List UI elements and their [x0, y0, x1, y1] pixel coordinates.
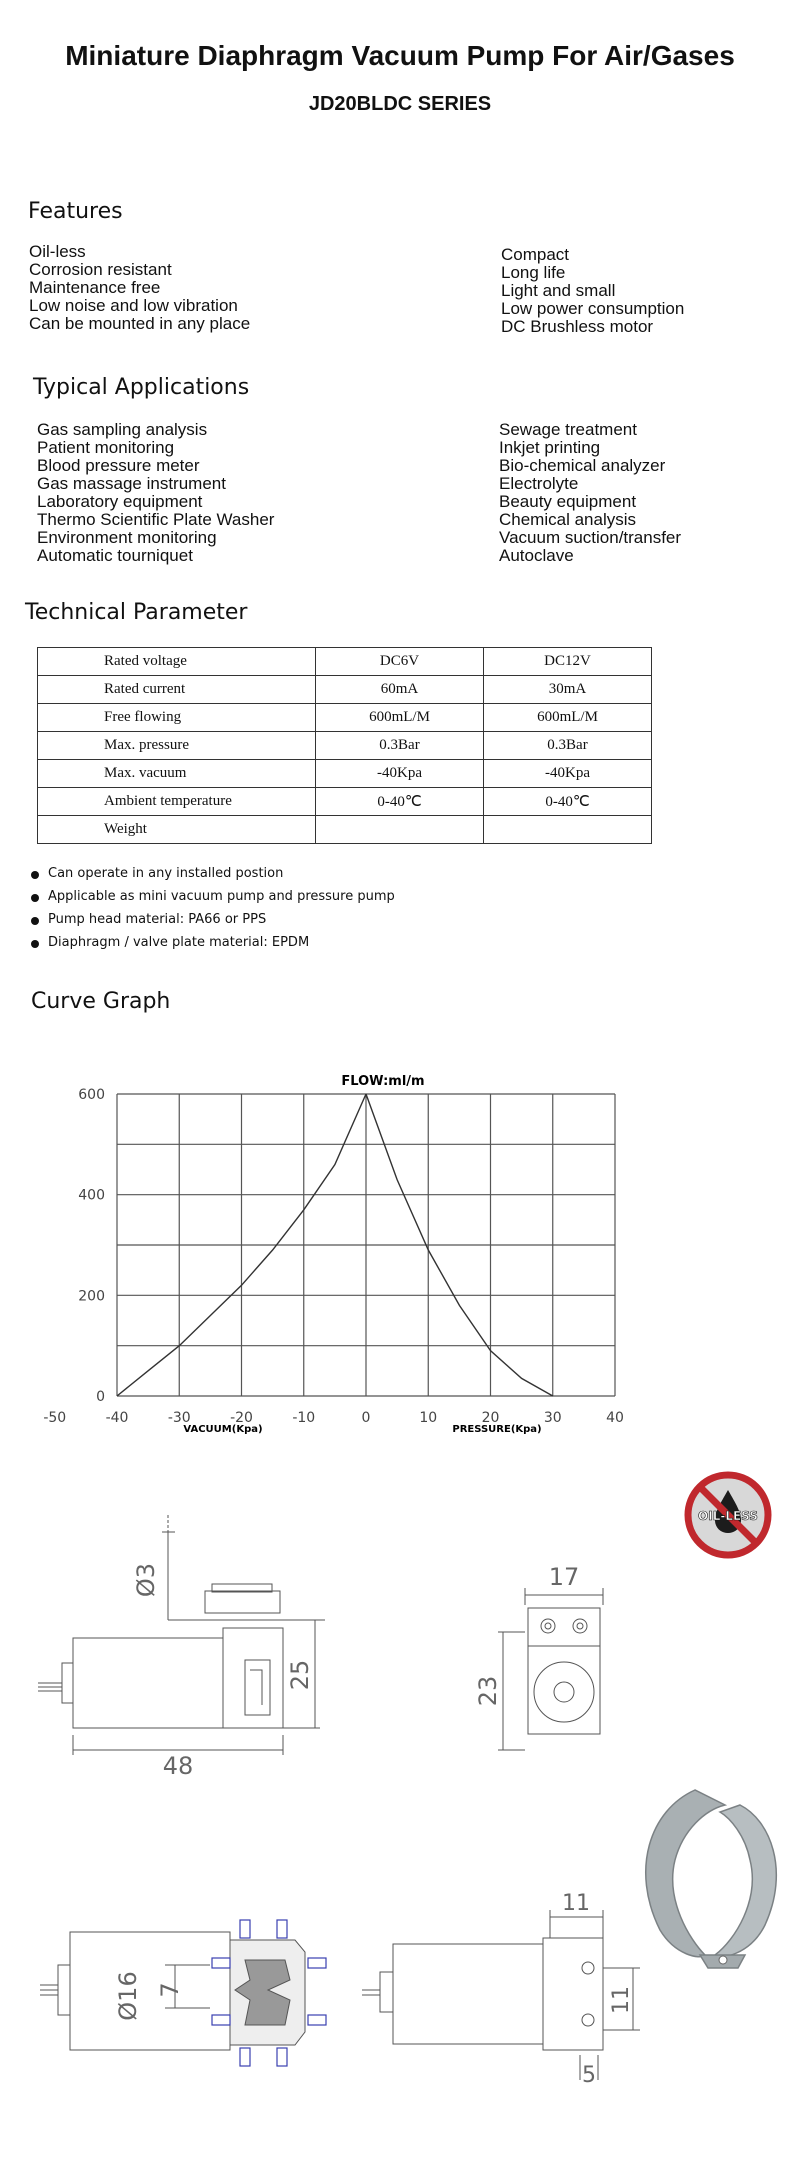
table-row [38, 676, 652, 704]
list-item: Low noise and low vibration [29, 296, 238, 315]
param-label: Free flowing [38, 704, 316, 732]
table-row [38, 732, 652, 760]
list-item: Environment monitoring [37, 528, 217, 547]
param-value-dc12v: 600mL/M [484, 704, 652, 732]
dim-17: 17 [548, 1563, 580, 1591]
list-item: Autoclave [499, 546, 574, 565]
page-subtitle: JD20BLDC SERIES [308, 93, 492, 115]
x-tick-label: -30 [167, 1410, 191, 1426]
x-tick-label: -50 [43, 1410, 67, 1426]
dim-11-top: 11 [562, 1891, 590, 1916]
x-axis-label-pressure: PRESSURE(Kpa) [452, 1424, 542, 1435]
table-row [38, 648, 652, 676]
x-tick-label: 40 [606, 1410, 624, 1426]
param-value-dc6v: 600mL/M [316, 704, 484, 732]
list-item: Oil-less [29, 242, 86, 261]
param-label: Max. pressure [38, 732, 316, 760]
param-value-dc6v: 60mA [316, 676, 484, 704]
list-item: Gas massage instrument [37, 474, 226, 493]
bullet-icon [31, 917, 39, 925]
param-value-dc12v: 0.3Bar [484, 732, 652, 760]
technical-drawings [0, 1460, 800, 2174]
x-axis-label-vacuum: VACUUM(Kpa) [183, 1424, 263, 1435]
param-value-dc6v: -40Kpa [316, 760, 484, 788]
list-item: Gas sampling analysis [37, 420, 208, 439]
list-item: Sewage treatment [499, 420, 637, 439]
bullet-icon [31, 940, 39, 948]
param-value-dc12v: 0-40℃ [484, 788, 652, 816]
applications-right-list [499, 421, 681, 565]
x-tick-label: 30 [543, 1410, 562, 1426]
side-view-drawing [38, 1515, 325, 1755]
list-item: Inkjet printing [499, 438, 601, 457]
applications-left-list [37, 421, 274, 565]
param-label: Weight [38, 816, 316, 844]
oil-less-badge-text: OIL-LESS [698, 1509, 758, 1523]
y-tick-label: 200 [78, 1288, 105, 1305]
list-item: Vacuum suction/transfer [499, 528, 682, 547]
y-tick-label: 400 [78, 1187, 105, 1204]
dim-25: 25 [286, 1659, 314, 1691]
list-item: Chemical analysis [499, 510, 636, 529]
x-tick-label: 10 [419, 1410, 438, 1426]
param-value-dc12v [484, 816, 652, 844]
list-item: Can be mounted in any place [29, 314, 251, 333]
x-tick-label: -40 [105, 1410, 129, 1426]
table-row [38, 816, 652, 844]
dim-5: 5 [582, 2063, 596, 2088]
technical-heading: Technical Parameter [25, 600, 248, 625]
param-label: Rated voltage [38, 648, 316, 676]
bullet-icon [31, 871, 39, 879]
parameter-table [37, 647, 652, 844]
dim-11-side: 11 [609, 1986, 634, 2014]
param-value-dc12v: DC12V [484, 648, 652, 676]
curve-heading: Curve Graph [31, 989, 171, 1014]
x-tick-label: 0 [361, 1410, 371, 1426]
dim-48: 48 [162, 1752, 194, 1780]
list-item: Light and small [501, 281, 616, 300]
clamp-bracket-image [646, 1790, 777, 1968]
param-value-dc12v: 30mA [484, 676, 652, 704]
y-tick-label: 600 [78, 1087, 105, 1103]
list-item: Long life [501, 263, 566, 282]
oil-less-badge-icon [688, 1475, 768, 1555]
table-row [38, 788, 652, 816]
bullet-icon [31, 894, 39, 902]
list-item: Bio-chemical analyzer [499, 456, 666, 475]
chart-grid [117, 1094, 615, 1396]
param-label: Max. vacuum [38, 760, 316, 788]
x-tick-label: -10 [292, 1410, 316, 1426]
param-label: Ambient temperature [38, 788, 316, 816]
page-title: Miniature Diaphragm Vacuum Pump For Air/Gases [65, 40, 735, 71]
dim-diameter-3: Ø3 [132, 1562, 160, 1598]
table-row [38, 704, 652, 732]
param-value-dc6v [316, 816, 484, 844]
list-item: Compact [501, 245, 570, 264]
param-value-dc12v: -40Kpa [484, 760, 652, 788]
y-tick-label: 0 [96, 1389, 105, 1405]
features-left-list [29, 243, 250, 333]
list-item: Laboratory equipment [37, 492, 203, 511]
list-item: Patient monitoring [37, 438, 175, 457]
list-item: Blood pressure meter [37, 456, 200, 475]
flow-curve-chart [0, 1060, 800, 1450]
list-item: DC Brushless motor [501, 317, 654, 336]
list-item: Maintenance free [29, 278, 161, 297]
dim-23: 23 [474, 1675, 502, 1707]
list-item: Thermo Scientific Plate Washer [37, 510, 275, 529]
applications-heading: Typical Applications [33, 375, 250, 400]
x-tick-label: 20 [481, 1410, 500, 1426]
list-item: Automatic tourniquet [37, 546, 193, 565]
list-item: Electrolyte [499, 474, 579, 493]
list-item: Low power consumption [501, 299, 685, 318]
x-tick-label: -20 [230, 1410, 253, 1426]
dim-diameter-16: Ø16 [114, 1971, 142, 2021]
param-value-dc6v: 0.3Bar [316, 732, 484, 760]
features-right-list [501, 246, 684, 336]
chart-ticks [43, 1087, 624, 1426]
front-view-drawing [498, 1588, 603, 1750]
rear-view-drawing [362, 1910, 640, 2080]
chart-title: FLOW:ml/m [341, 1074, 425, 1089]
list-item: Corrosion resistant [29, 260, 172, 279]
features-heading: Features [28, 199, 123, 224]
param-value-dc6v: DC6V [316, 648, 484, 676]
table-row [38, 760, 652, 788]
dim-7: 7 [156, 1982, 184, 1998]
param-label: Rated current [38, 676, 316, 704]
param-value-dc6v: 0-40℃ [316, 788, 484, 816]
list-item: Beauty equipment [499, 492, 637, 511]
